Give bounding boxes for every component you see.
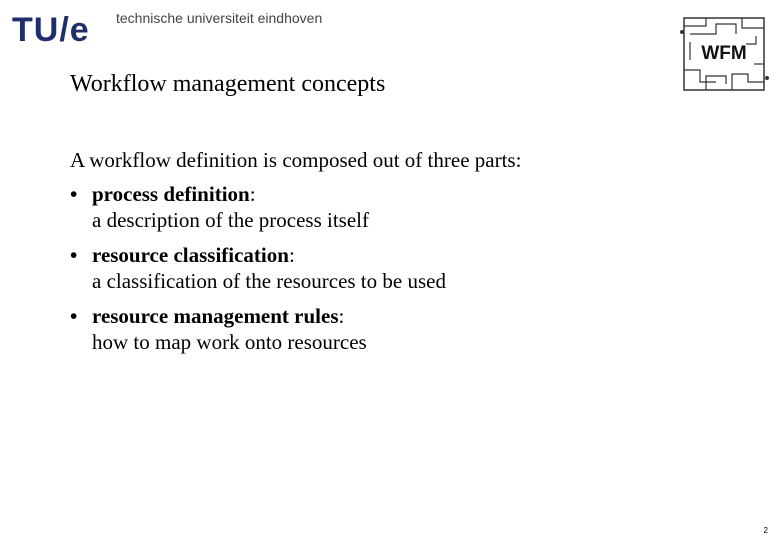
bullet-colon: :: [288, 243, 295, 267]
bullet-term: process definition: [92, 182, 250, 206]
tue-logo: TU/e: [12, 11, 90, 49]
bullet-term: resource management rules: [92, 304, 339, 328]
bullet-glyph: •: [70, 304, 78, 328]
wfm-logo-text: WFM: [701, 43, 747, 64]
bullet-description: how to map work onto resources: [92, 330, 367, 354]
bullet-colon: :: [249, 182, 256, 206]
bullet-description: a classification of the resources to be used: [92, 269, 446, 293]
slide-title: Workflow management concepts: [70, 71, 386, 97]
wfm-logo: [676, 14, 772, 94]
intro-text: A workflow definition is composed out of three parts:: [70, 148, 522, 172]
bullet-glyph: •: [70, 182, 78, 206]
bullet-colon: :: [338, 304, 345, 328]
university-name: technische universiteit eindhoven: [116, 10, 323, 26]
bullet-description: a description of the process itself: [92, 208, 369, 232]
bullet-glyph: •: [70, 243, 78, 267]
page-number: 2: [763, 526, 768, 535]
bullet-term: resource classification: [92, 243, 289, 267]
